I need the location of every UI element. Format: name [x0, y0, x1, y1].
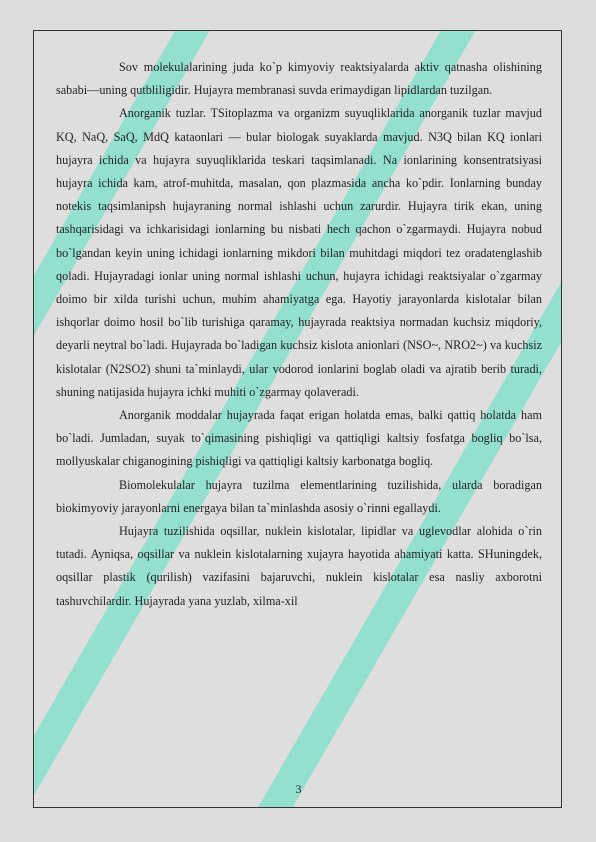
paragraph: Hujayra tuzilishida oqsillar, nuklein kislotalar, lipidlar va uglevodlar alohida o`rin tutadi. Ayniqsa, oqsillar va nuklein kislotalarning xujayra hayotida ahamiyati katta. SHuningdek, oqsillar plastik (qurilish) vazifasini bajaruvchi, nuklein kislotalar esa nasliy axborotni tashuvchilardir. Hujayrada yana yuzlab, xilma-xil [56, 524, 542, 608]
page-border [33, 30, 562, 808]
paragraph: Anorganik tuzlar. TSitoplazma va organizm suyuqliklarida anorganik tuzlar mavjud KQ, NaQ, SaQ, MdQ kataonlari — bular biologak suyaklarda mavjud. N3Q bilan KQ ionlari hujayra ichida va hujayra suyuqliklarida teskari taqsimlanadi. Na ionlarining konsentratsiyasi hujayra ichida kam, atrof-muhitda, masalan, qon plazmasida ancha ko`pdir. Ionlarning bunday notekis taqsimlanipsh hujayraning normal ishlashi uchun zarurdir. Hujayra tirik ekan, uning tashqarisidagi va ichkarisidagi ionlarning bu nisbati hech qachon o`zgarmaydi. Hujayra nobud bo`lgandan keyin uning ichidagi ionlarning mikdori bilan muhitdagi miqdori tez oradatenglashib qoladi. Hujayradagi ionlar uning normal ishlashi uchun, hujayra ichidagi reaktsiyalar o`zgarmay doimo bir xilda turishi uchun, muhim ahamiyatga ega. Hayotiy jarayonlarda kislotalar bilan ishqorlar doimo hosil bo`lib turishiga qaramay, hujayrada reaktsiya normadan kuchsiz miqdoriy, deyarli neytral bo`ladi. Hujayrada bo`ladigan kuchsiz kislota anionlari (NSO~, NRO2~) va kuchsiz kislotalar (N2SO2) shuni ta`minlaydi, ular vodorod ionlarini boglab oladi va ajratib berib turadi, shuning natijasida hujayra ichki muhiti o`zgarmay qolaveradi. [56, 106, 542, 399]
page-number: 3 [295, 782, 302, 796]
document-body [56, 56, 542, 613]
paragraph: Anorganik moddalar hujayrada faqat erigan holatda emas, balki qattiq holatda ham bo`ladi. Jumladan, suyak to`qimasining pishiqligi va qattiqligi kaltsiy fosfatga bogliq bo`lsa, mollyuskalar chiganogining pishiqligi va qattiqligi kaltsiy karbonatga bogliq. [56, 408, 542, 469]
paragraph: Biomolekulalar hujayra tuzilma elementlarining tuzilishida, ularda boradigan biokimyoviy jarayonlarni energaya bilan ta`minlashda asosiy o`rinni egallaydi. [56, 477, 542, 515]
paragraph: Sov molekulalarining juda ko`p kimyoviy reaktsiyalarda aktiv qatnasha olishining sababi—uning qutbliligidir. Hujayra membranasi suvda erimaydigan lipidlardan tuzilgan. [56, 60, 542, 98]
